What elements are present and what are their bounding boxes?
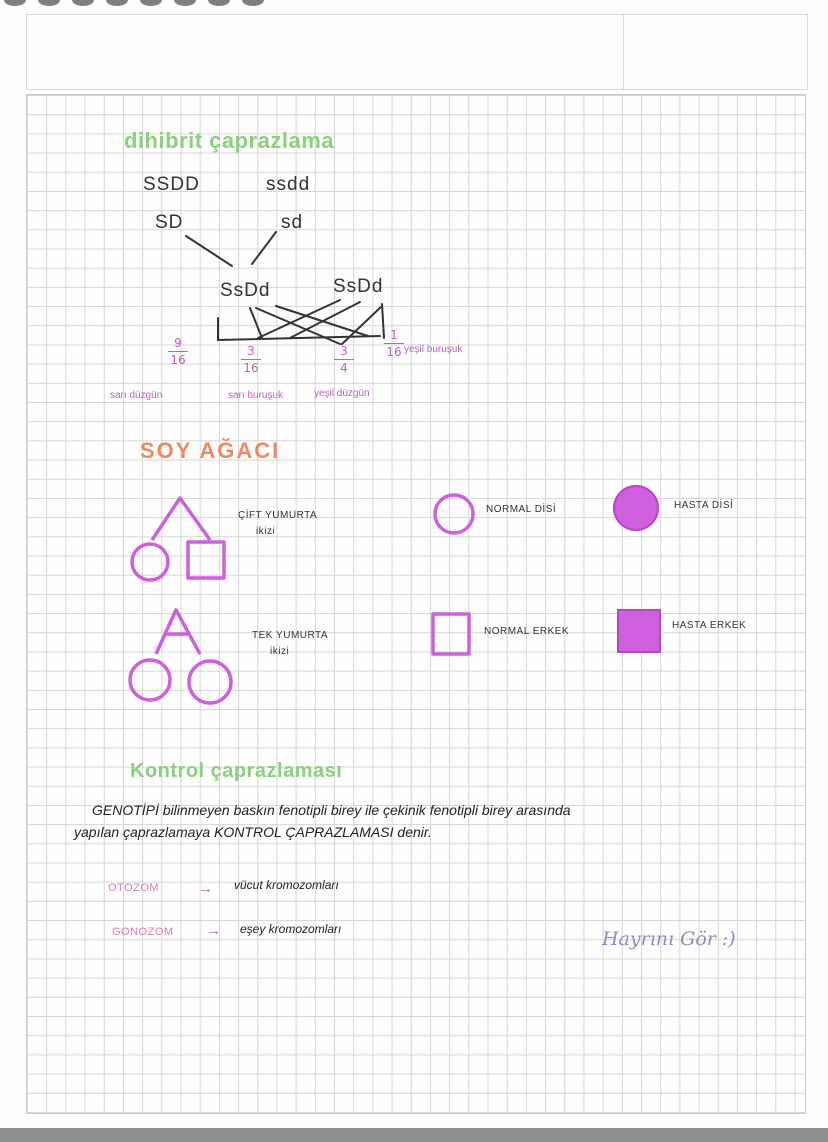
fraction-3-4: 3 4 (334, 344, 354, 375)
gonozom-description: eşey kromozomları (240, 922, 342, 936)
label-yesil-buruşuk: yeşil buruşuk (404, 344, 463, 355)
hasta-erkek-label: HASTA ERKEK (672, 620, 747, 631)
identical-twin-triangle (156, 610, 200, 654)
parent1-genotype: SSDD (143, 174, 200, 195)
label-sari-buruşuk: sarı buruşuk (228, 390, 284, 401)
signature: Hayrını Gör :) (602, 928, 736, 950)
affected-male-symbol (618, 610, 660, 652)
label-sari-duzgun: sarı düzgün (110, 390, 163, 401)
identical-twin-circle-left (130, 660, 170, 700)
affected-female-symbol (614, 486, 658, 530)
normal-male-symbol (433, 614, 469, 654)
gonozom-arrow: → (206, 922, 222, 939)
fraternal-twin-square (188, 542, 224, 578)
tek-yumurta-label: TEK YUMURTA (252, 630, 329, 641)
soy-agaci-title: SOY AĞACI (140, 438, 281, 463)
normal-erkek-label: NORMAL ERKEK (484, 626, 570, 637)
kontrol-text-line1: GENOTİPİ bilinmeyen baskın fenotipli birey ile çekinik fenotipli birey arasında (92, 802, 571, 818)
f1-genotype-right: SsDd (333, 276, 384, 297)
gamete1: SD (155, 212, 184, 233)
gamete2: sd (281, 212, 304, 233)
parent2-genotype: ssdd (266, 174, 311, 195)
kontrol-title: Kontrol çaprazlaması (130, 760, 343, 782)
otozom-description: vücut kromozomları (234, 878, 339, 892)
kontrol-text-line2: yapılan çaprazlamaya KONTROL ÇAPRAZLAMASI denir. (74, 824, 432, 840)
tek-yumurta-ikizi-label: ikizi (270, 646, 290, 657)
hasta-disi-label: HASTA DİSİ (674, 500, 734, 511)
otozom-arrow: → (198, 880, 214, 897)
cift-yumurta-ikizi-label: ikizi (256, 526, 276, 537)
fraction-9-16: 9 16 (168, 336, 188, 367)
fraternal-twin-triangle (152, 498, 210, 540)
fraction-3-16: 3 16 (241, 344, 261, 375)
dihibrit-title: dihibrit çaprazlama (124, 128, 335, 153)
f1-genotype-left: SsDd (220, 280, 271, 301)
page-bottom-edge (0, 1128, 828, 1142)
gonozom-label: GONOZOM (112, 926, 174, 938)
normal-disi-label: NORMAL DİSİ (486, 504, 557, 515)
normal-female-symbol (435, 495, 473, 533)
identical-twin-circle-right (189, 661, 231, 703)
label-yesil-duzgun: yeşil düzgün (314, 388, 370, 399)
otozom-label: OTOZOM (108, 882, 160, 894)
fraternal-twin-circle (132, 544, 168, 580)
fraction-1-16: 1 16 (384, 328, 404, 359)
cift-yumurta-label: ÇİFT YUMURTA (238, 510, 318, 521)
